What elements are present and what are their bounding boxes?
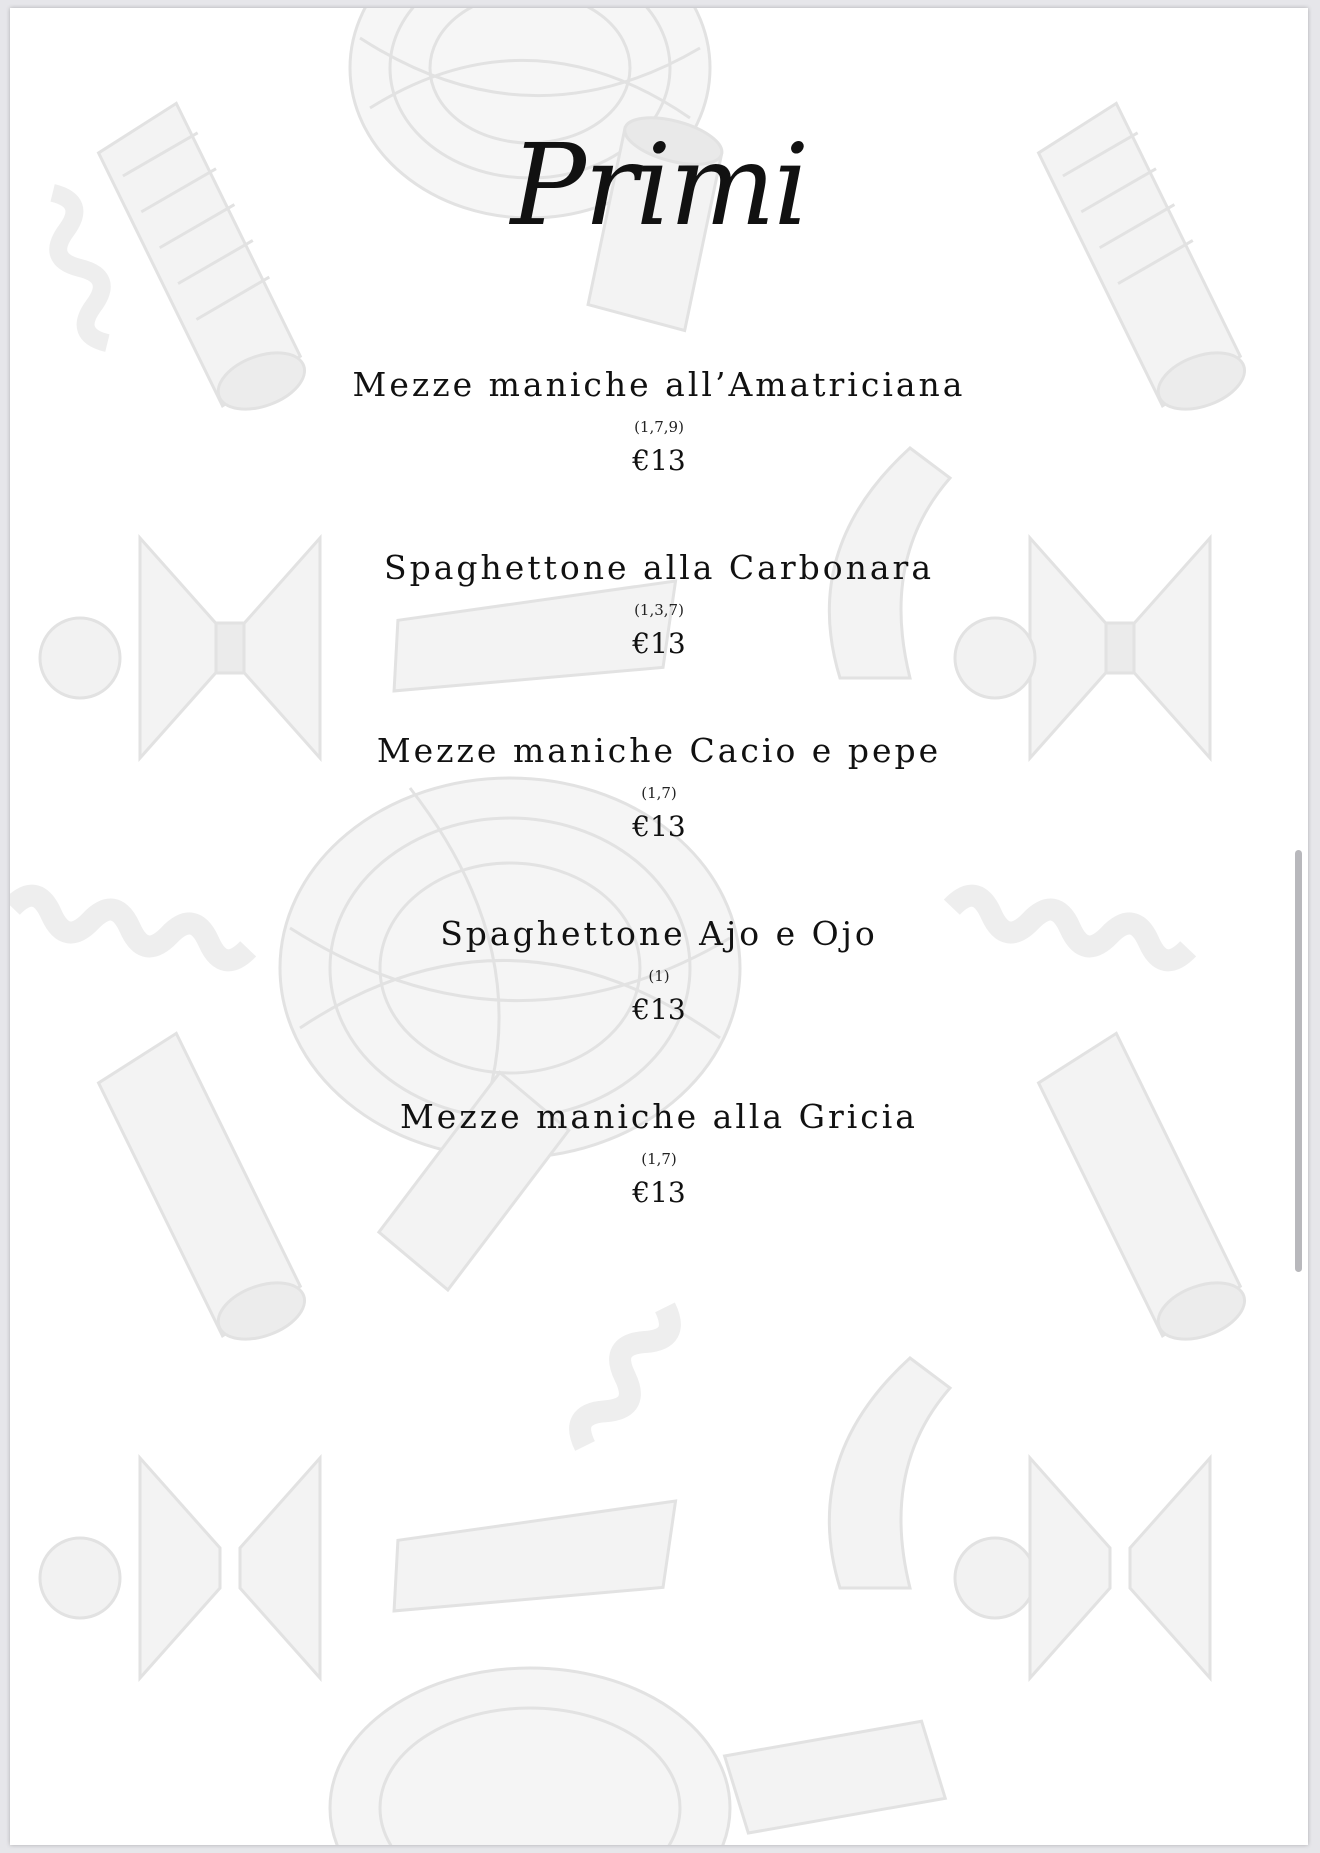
rigatoni-illustration bbox=[725, 1720, 946, 1835]
menu-item-allergens: (1,7) bbox=[641, 1150, 677, 1168]
tagliatelle-nest-illustration bbox=[330, 1668, 730, 1845]
menu-item-price: €13 bbox=[632, 993, 686, 1026]
menu-item-allergens: (1,3,7) bbox=[634, 601, 684, 619]
menu-page bbox=[10, 8, 1308, 1845]
menu-item-allergens: (1,7,9) bbox=[634, 418, 684, 436]
menu-item-price: €13 bbox=[632, 1176, 686, 1209]
menu-item bbox=[10, 363, 1308, 546]
menu-item bbox=[10, 1095, 1308, 1278]
menu-item-name: Mezze maniche Cacio e pepe bbox=[376, 731, 942, 770]
orecchiette-illustration bbox=[40, 1538, 120, 1618]
vertical-scrollbar[interactable] bbox=[1295, 850, 1302, 1272]
menu-item-name: Spaghettone alla Carbonara bbox=[384, 548, 934, 587]
menu-item bbox=[10, 912, 1308, 1095]
menu-item-list bbox=[10, 363, 1308, 1278]
menu-item-allergens: (1,7) bbox=[641, 784, 677, 802]
menu-item-allergens: (1) bbox=[648, 967, 670, 985]
menu-item-price: €13 bbox=[632, 444, 686, 477]
orecchiette-illustration bbox=[955, 1538, 1035, 1618]
menu-item bbox=[10, 729, 1308, 912]
menu-item-price: €13 bbox=[632, 810, 686, 843]
menu-item-name: Mezze maniche all’Amatriciana bbox=[352, 365, 966, 404]
menu-section-title: Primi bbox=[510, 121, 808, 251]
fusilli-illustration bbox=[572, 1300, 678, 1454]
farfalle-illustration bbox=[140, 1458, 320, 1678]
menu-item-name: Spaghettone Ajo e Ojo bbox=[440, 914, 878, 953]
menu-item-name: Mezze maniche alla Gricia bbox=[400, 1097, 918, 1136]
macaroni-illustration bbox=[829, 1358, 950, 1588]
farfalle-illustration bbox=[1030, 1458, 1210, 1678]
menu-item-price: €13 bbox=[632, 627, 686, 660]
menu-item bbox=[10, 546, 1308, 729]
penne-illustration bbox=[387, 1501, 683, 1611]
